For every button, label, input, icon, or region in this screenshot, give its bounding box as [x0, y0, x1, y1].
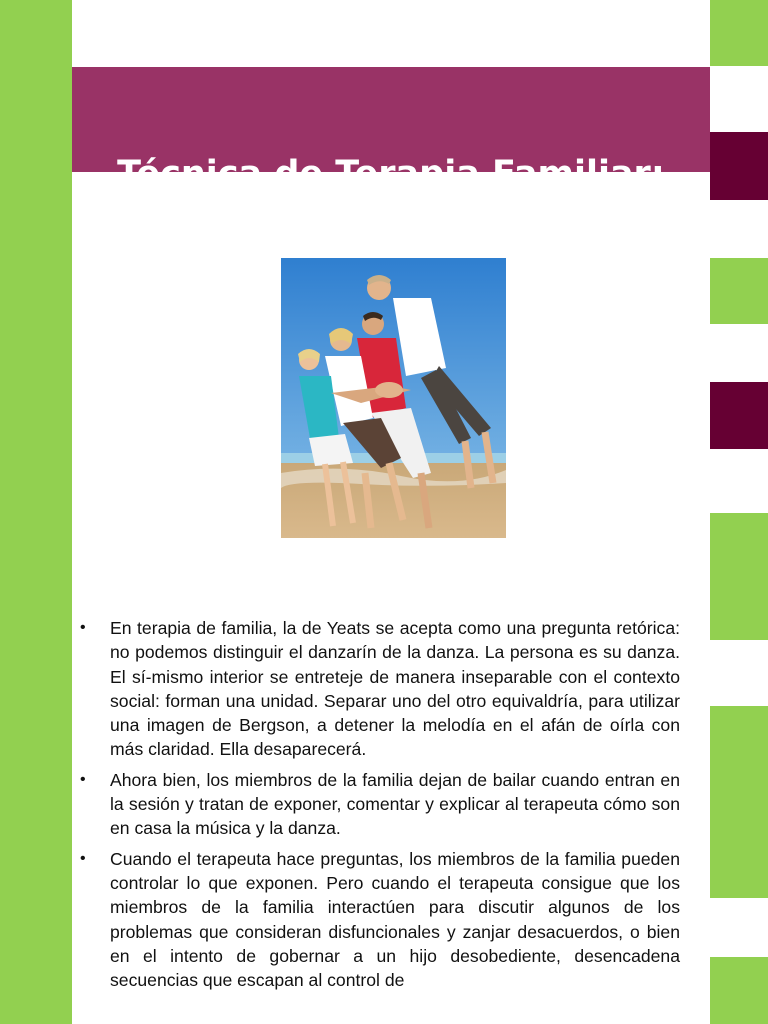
- bullet-dot: •: [80, 770, 86, 788]
- bullet-text: Cuando el terapeuta hace preguntas, los miembros de la familia pueden controlar lo que exponen. Pero cuando el terapeuta consigue que los miembros de la familia interactúen para discutir algunos de los problemas que consideran disfuncionales y zanjar desacuerdos, o bien en el intento de gobernar a un hijo desobediente, desencadena secuencias que escapan al control de: [110, 848, 680, 991]
- slide-title: Técnica de Terapia Familiar: Escenificación: [117, 154, 665, 244]
- right-accent-green-5: [710, 957, 768, 1024]
- right-accent-maroon-2: [710, 382, 768, 449]
- bullet-item-1: [80, 616, 680, 762]
- right-accent-green-1: [710, 0, 768, 66]
- right-accent-maroon-1: [710, 132, 768, 200]
- bullet-item-2: [80, 768, 680, 841]
- family-beach-photo: [281, 258, 506, 538]
- right-accent-green-3: [710, 513, 768, 640]
- right-accent-green-4: [710, 706, 768, 898]
- bullet-dot: •: [80, 619, 86, 636]
- bullet-list: [80, 616, 680, 998]
- bullet-dot: •: [80, 849, 86, 867]
- bullet-text: En terapia de familia, la de Yeats se acepta como una pregunta retórica: no podemos distinguir el danzarín de la danza. La persona es su danza. El sí-mismo interior se entreteje de manera inseparable con el contexto social: forman una unidad. Separar uno del otro equivaldría, para utilizar una imagen de Bergson, a detener la melodía en el afán de oírla con más claridad. Ella desaparecerá.: [110, 618, 680, 760]
- right-accent-green-2: [710, 258, 768, 324]
- left-accent-bar: [0, 0, 72, 1024]
- bullet-text: Ahora bien, los miembros de la familia dejan de bailar cuando entran en la sesión y tratan de exponer, comentar y explicar al terapeuta cómo son en casa la música y la danza.: [110, 769, 680, 839]
- bullet-item-3: [80, 847, 680, 993]
- title-band: [72, 67, 710, 244]
